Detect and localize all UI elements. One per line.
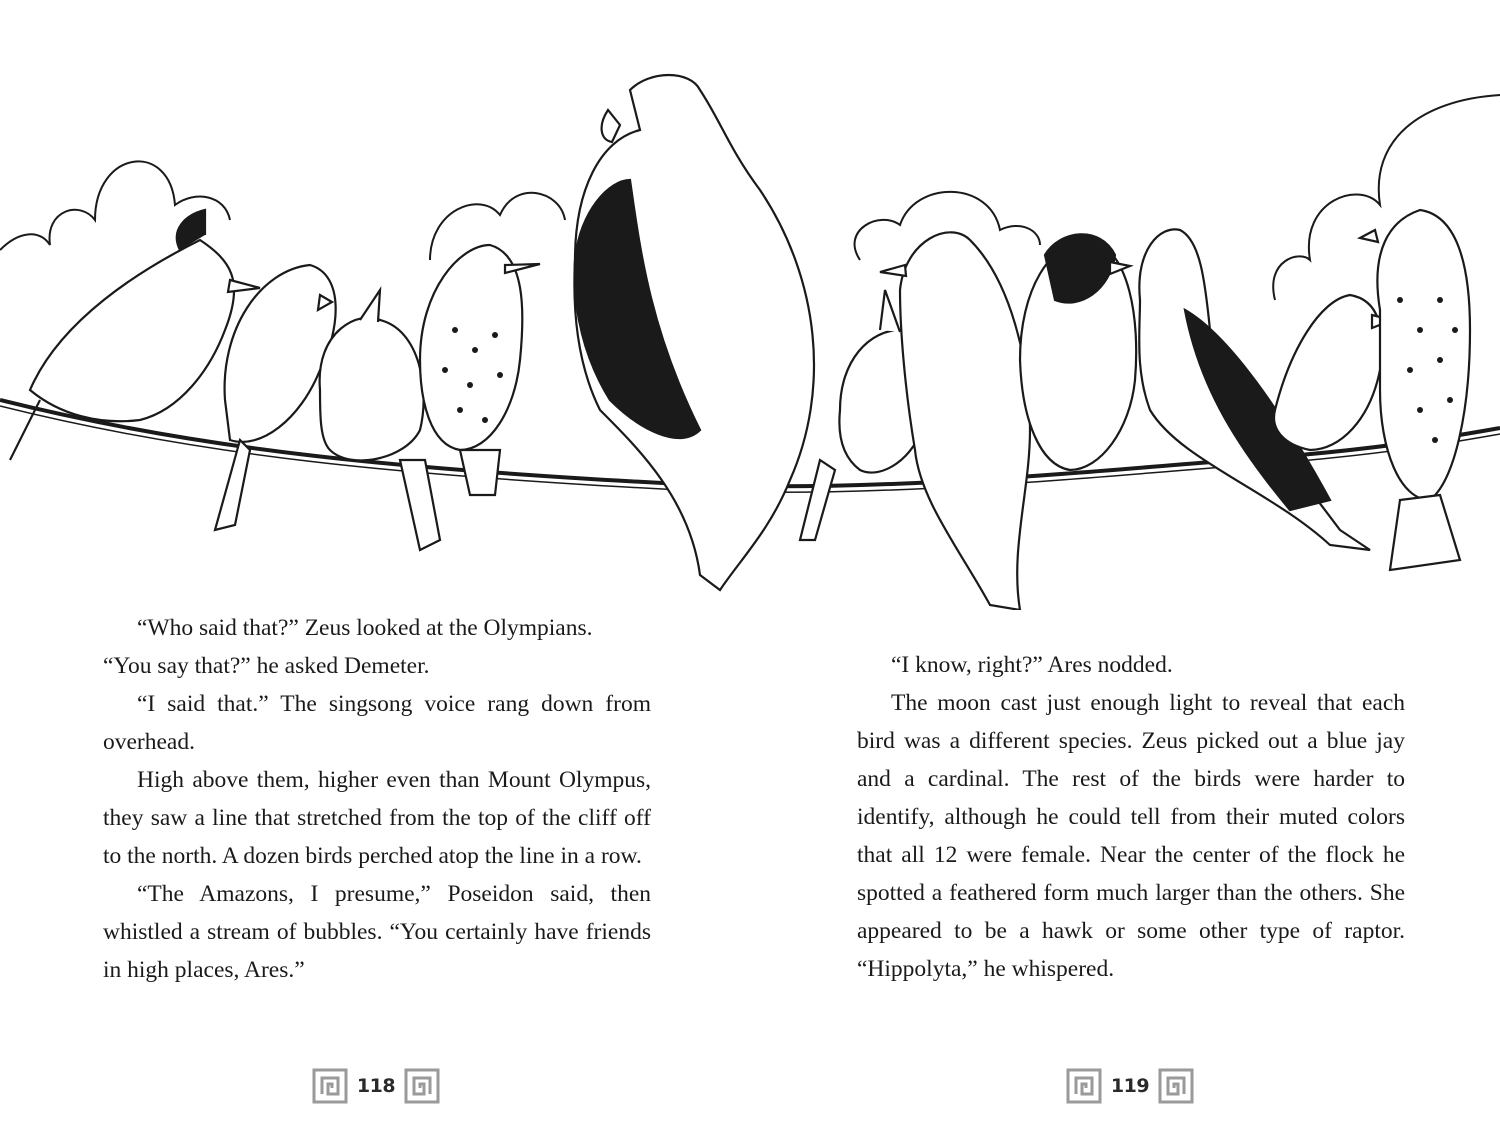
paragraph: High above them, higher even than Mount Olympus, they saw a line that stretched from the top of the cliff off to the north. A dozen birds perched atop the line in a row.: [103, 767, 651, 869]
left-page-text: [103, 609, 651, 989]
thrush-bird: [420, 245, 540, 495]
page-number: 118: [356, 1075, 396, 1097]
paragraph: The moon cast just enough light to reveal that each bird was a different species. Zeus picked out a blue jay and a cardinal. The rest of the birds were harder to identify, although he could tell from their muted colors that all 12 were female. Near the center of the flock he spotted a feathered form much larger than the others. She appeared to be a hawk or some other type of raptor. “Hippolyta,” he whispered.: [857, 690, 1405, 982]
greek-key-icon: [312, 1068, 348, 1104]
page-number: 119: [1110, 1075, 1150, 1097]
greek-key-icon: [1066, 1068, 1102, 1104]
paragraph: “Who said that?” Zeus looked at the Olympians.: [137, 615, 593, 641]
birds-on-wire-illustration: [0, 30, 1500, 610]
paragraph: “I know, right?” Ares nodded.: [891, 652, 1173, 678]
paragraph: “You say that?” he asked Demeter.: [103, 653, 430, 679]
paragraph: “The Amazons, I presume,” Poseidon said, then whistled a stream of bubbles. “You certainly have friends in high places, Ares.”: [103, 881, 651, 983]
spotted-bird: [1360, 210, 1470, 570]
page-number-left: [312, 1067, 440, 1105]
hawk-bird: [574, 75, 814, 590]
blue-jay-bird: [10, 210, 260, 460]
right-page-text: [857, 646, 1405, 988]
chickadee-bird: [1020, 234, 1136, 470]
greek-key-icon: [1158, 1068, 1194, 1104]
page-number-right: [1066, 1067, 1194, 1105]
paragraph: “I said that.” The singsong voice rang down from overhead.: [103, 691, 651, 755]
sparrow-bird: [1274, 295, 1392, 450]
greek-key-icon: [404, 1068, 440, 1104]
